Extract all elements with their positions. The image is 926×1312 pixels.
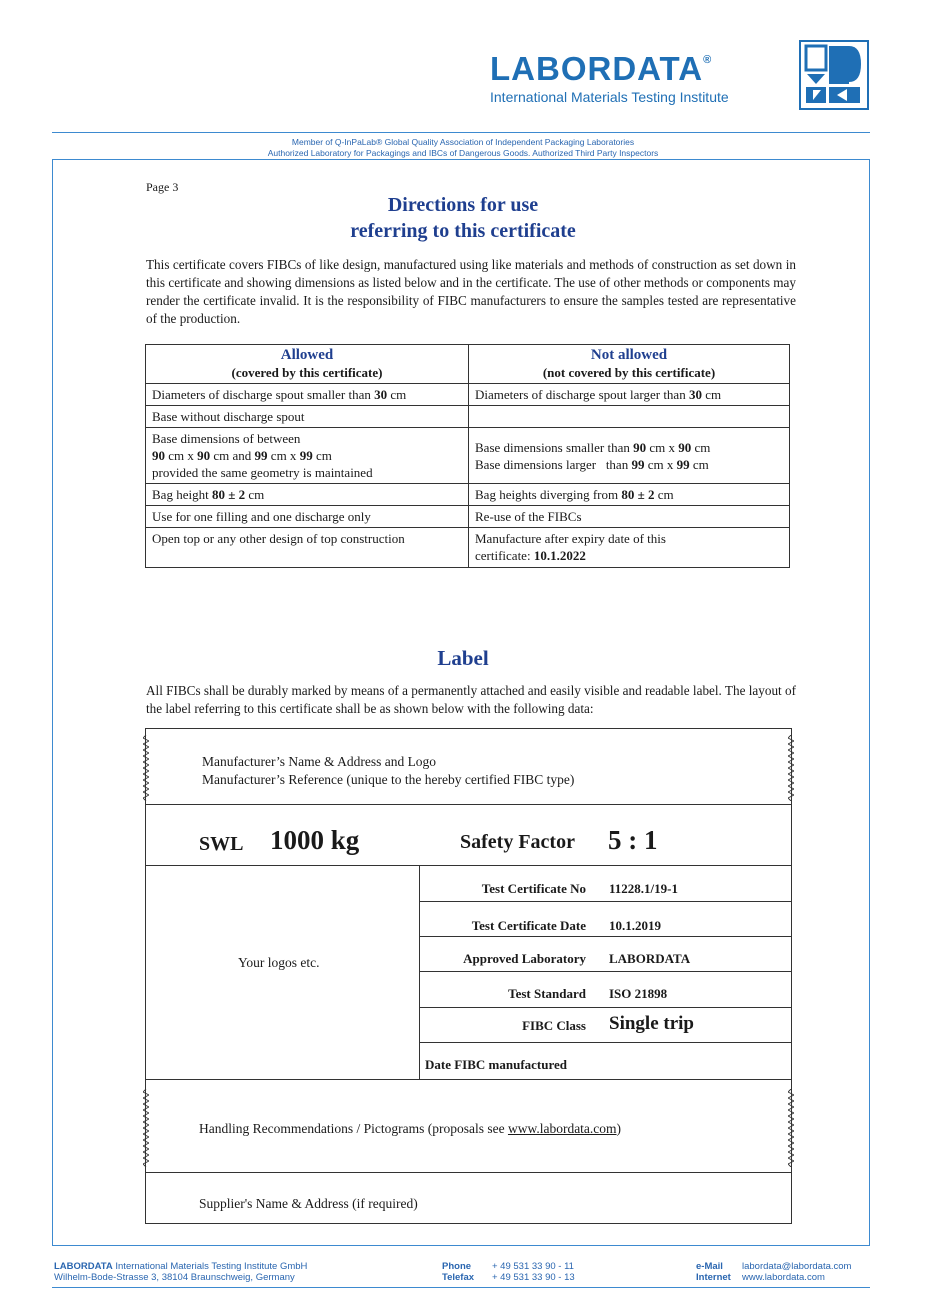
field-label: Test Certificate Date [471, 918, 586, 933]
not-allowed-cell: Manufacture after expiry date of this certificate: 10.1.2022 [469, 528, 790, 568]
field-label: Test Certificate No [481, 881, 586, 896]
brand-name [490, 50, 712, 88]
field-label: Test Standard [508, 986, 586, 1001]
not-allowed-cell [469, 406, 790, 428]
allowed-cell: Base without discharge spout [146, 406, 469, 428]
zigzag-edge-icon [788, 735, 794, 801]
zigzag-edge-icon [143, 1089, 149, 1167]
field-value: 11228.1/19-1 [609, 881, 678, 896]
labordata-logo-icon [799, 40, 869, 110]
label-divider [146, 804, 791, 805]
safety-factor-value: 5 : 1 [608, 825, 658, 855]
right-border [869, 159, 870, 1245]
directions-title: Directions for use [387, 194, 539, 216]
registered-mark: ® [703, 54, 713, 66]
field-label: Approved Laboratory [463, 951, 586, 966]
table-row [146, 406, 790, 428]
email-value[interactable]: labordata@labordata.com [742, 1261, 852, 1272]
header-rule [52, 132, 870, 133]
header-rule-2 [52, 159, 870, 160]
member-line-2: Authorized Laboratory for Packagings and IBCs of Dangerous Goods. Authorized Third Party Inspectors [267, 148, 659, 158]
not-allowed-header [469, 345, 790, 384]
allowed-cell: Bag height 80 ± 2 cm [146, 484, 469, 506]
email-label: e-Mail [696, 1261, 723, 1272]
footer-address: Wilhelm-Bode-Strasse 3, 38104 Braunschweig, Germany [54, 1272, 295, 1283]
handling-recommendations: Handling Recommendations / Pictograms (proposals see www.labordata.com) [199, 1121, 622, 1136]
brand-name-text: LABORDATA [490, 50, 704, 87]
page-number: Page 3 [146, 180, 179, 194]
field-rule [420, 971, 791, 972]
your-logos-text: Your logos etc. [238, 955, 320, 970]
swl-label: SWL [199, 833, 244, 855]
field-rule [420, 901, 791, 902]
allowed-header [146, 345, 469, 384]
table-row [146, 484, 790, 506]
zigzag-edge-icon [143, 735, 149, 801]
web-value[interactable]: www.labordata.com [742, 1272, 825, 1283]
allowed-subtitle: (covered by this certificate) [231, 365, 383, 380]
not-allowed-cell: Base dimensions smaller than 90 cm x 90 cm Base dimensions larger than 99 cm x 99 cm [469, 428, 790, 484]
field-value: LABORDATA [609, 951, 691, 966]
fax-value: + 49 531 33 90 - 13 [492, 1272, 575, 1283]
table-row [146, 384, 790, 406]
not-allowed-cell: Bag heights diverging from 80 ± 2 cm [469, 484, 790, 506]
label-layout [145, 728, 792, 1224]
certificate-fields [420, 865, 791, 1079]
directions-intro: This certificate covers FIBCs of like design, manufactured using like materials and methods of construction as set down in this certificate and showing dimensions as listed below and in the certificate. The use of other methods or components may render the certificate invalid. It is the responsibility of FIBC manufacturers to ensure the samples tested are representative of the production. [146, 257, 796, 326]
field-value: Single trip [609, 1013, 694, 1034]
date-manufactured-label: Date FIBC manufactured [425, 1057, 568, 1072]
left-border [52, 159, 53, 1245]
not-allowed-subtitle: (not covered by this certificate) [542, 365, 716, 380]
labordata-link[interactable]: www.labordata.com [507, 1121, 617, 1136]
allowed-cell: Open top or any other design of top construction [146, 528, 469, 568]
table-row [146, 428, 790, 484]
footer-rule [52, 1245, 870, 1246]
field-value: ISO 21898 [609, 986, 668, 1001]
label-divider [146, 1172, 791, 1173]
manufacturer-reference-line: Manufacturer’s Reference (unique to the hereby certified FIBC type) [202, 772, 575, 787]
not-allowed-title: Not allowed [590, 347, 668, 363]
field-label: FIBC Class [522, 1018, 586, 1033]
table-header-row [146, 345, 790, 384]
phone-label: Phone [442, 1261, 472, 1272]
table-row [146, 528, 790, 568]
allowed-cell: Diameters of discharge spout smaller than 30 cm [146, 384, 469, 406]
field-rule [420, 1042, 791, 1043]
web-label: Internet [696, 1272, 731, 1283]
brand-subtitle: International Materials Testing Institute [490, 89, 729, 105]
allowed-title: Allowed [280, 347, 334, 363]
not-allowed-cell: Re-use of the FIBCs [469, 506, 790, 528]
label-intro: All FIBCs shall be durably marked by means of a permanently attached and easily visible and readable label. The layout of the label referring to this certificate shall be as shown below with the following data: [146, 683, 796, 716]
footer-rule-2 [52, 1287, 870, 1288]
phone-value: + 49 531 33 90 - 11 [492, 1261, 574, 1272]
allowed-cell: Base dimensions of between 90 cm x 90 cm and 99 cm x 99 cm provided the same geometry is maintained [146, 428, 469, 484]
table-row [146, 506, 790, 528]
directions-subtitle: referring to this certificate [350, 220, 576, 242]
field-value: 10.1.2019 [609, 918, 661, 933]
safety-factor-label: Safety Factor [460, 831, 575, 853]
label-divider [146, 1079, 791, 1080]
allowed-table [145, 344, 790, 568]
not-allowed-cell: Diameters of discharge spout larger than 30 cm [469, 384, 790, 406]
field-rule [420, 936, 791, 937]
member-line-1: Member of Q-InPaLab® Global Quality Association of Independent Packaging Laboratories [291, 137, 635, 147]
allowed-cell: Use for one filling and one discharge only [146, 506, 469, 528]
label-title: Label [437, 646, 489, 670]
field-rule [420, 1007, 791, 1008]
manufacturer-name-line: Manufacturer’s Name & Address and Logo [202, 754, 437, 769]
supplier-line: Supplier's Name & Address (if required) [199, 1196, 418, 1211]
fax-label: Telefax [442, 1272, 475, 1283]
zigzag-edge-icon [788, 1089, 794, 1167]
swl-value: 1000 kg [270, 825, 360, 855]
footer-company: LABORDATA International Materials Testing Institute GmbH [54, 1261, 308, 1272]
